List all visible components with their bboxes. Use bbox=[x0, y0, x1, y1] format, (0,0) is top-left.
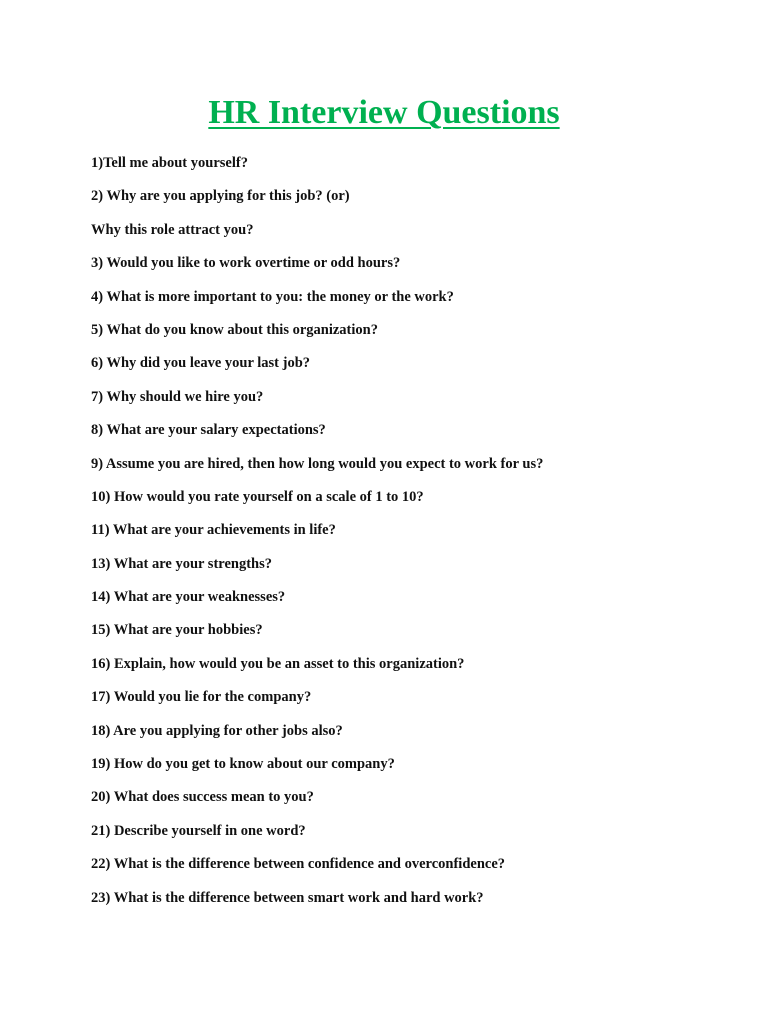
question-line: 18) Are you applying for other jobs also? bbox=[91, 722, 343, 739]
question-line: 4) What is more important to you: the money or the work? bbox=[91, 288, 454, 305]
question-line: 22) What is the difference between confidence and overconfidence? bbox=[91, 856, 506, 873]
question-line: 14) What are your weaknesses? bbox=[91, 589, 286, 606]
question-line: 8) What are your salary expectations? bbox=[91, 422, 326, 439]
page-title-text: HR Interview Questions bbox=[208, 94, 560, 131]
question-line: Why this role attract you? bbox=[91, 221, 254, 238]
question-line: 7) Why should we hire you? bbox=[91, 388, 264, 405]
page-title bbox=[0, 90, 768, 136]
question-line: 3) Would you like to work overtime or odd hours? bbox=[91, 255, 401, 272]
question-line: 15) What are your hobbies? bbox=[91, 622, 263, 639]
question-line: 16) Explain, how would you be an asset to this organization? bbox=[91, 655, 465, 672]
question-line: 13) What are your strengths? bbox=[91, 555, 272, 572]
question-line: 17) Would you lie for the company? bbox=[91, 689, 312, 706]
question-line: 23) What is the difference between smart work and hard work? bbox=[91, 889, 484, 906]
question-line: 1)Tell me about yourself? bbox=[91, 155, 248, 171]
question-line: 5) What do you know about this organization? bbox=[91, 321, 378, 338]
question-line: 10) How would you rate yourself on a scale of 1 to 10? bbox=[91, 488, 424, 505]
question-line: 11) What are your achievements in life? bbox=[91, 522, 336, 539]
question-line: 21) Describe yourself in one word? bbox=[91, 822, 306, 839]
question-line: 20) What does success mean to you? bbox=[91, 789, 314, 806]
question-line: 9) Assume you are hired, then how long would you expect to work for us? bbox=[91, 455, 544, 472]
question-line: 19) How do you get to know about our company? bbox=[91, 756, 395, 773]
question-line: 2) Why are you applying for this job? (or) bbox=[91, 188, 350, 205]
question-list bbox=[91, 153, 731, 921]
question-line: 6) Why did you leave your last job? bbox=[91, 355, 311, 372]
